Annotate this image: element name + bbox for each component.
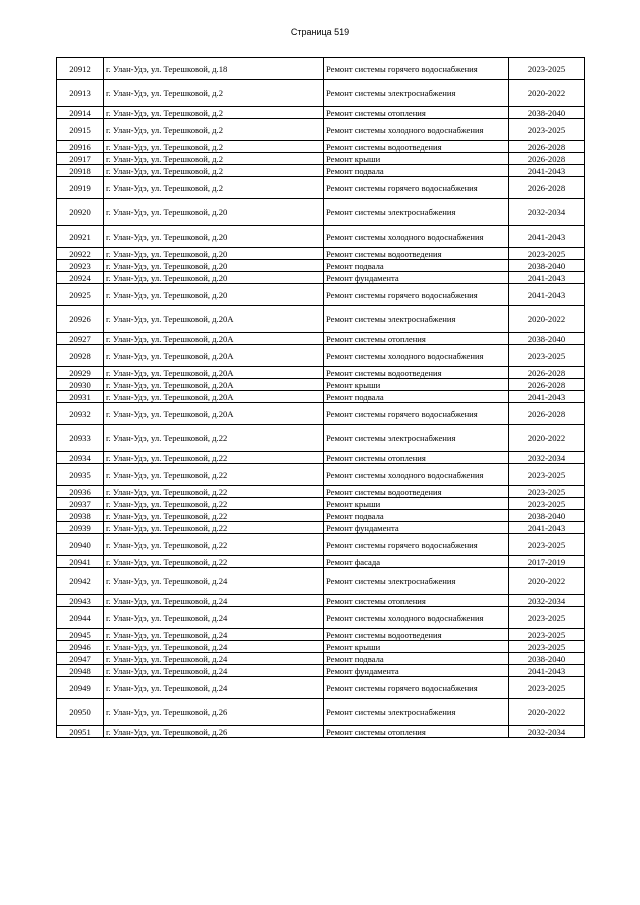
table-row [57,141,585,153]
work-type-cell: Ремонт фундамента [324,665,509,677]
table-row [57,607,585,629]
table-row [57,595,585,607]
period-cell: 2041-2043 [509,165,585,177]
table-row [57,568,585,595]
row-number-cell: 20944 [57,607,104,629]
table-row [57,260,585,272]
address-cell: г. Улан-Удэ, ул. Терешковой, д.22 [104,452,324,464]
address-cell: г. Улан-Удэ, ул. Терешковой, д.20 [104,199,324,226]
table-row [57,522,585,534]
row-number-cell: 20936 [57,486,104,498]
row-number-cell: 20943 [57,595,104,607]
row-number-cell: 20923 [57,260,104,272]
work-type-cell: Ремонт системы водоотведения [324,248,509,260]
address-cell: г. Улан-Удэ, ул. Терешковой, д.20А [104,379,324,391]
table-row [57,107,585,119]
address-cell: г. Улан-Удэ, ул. Терешковой, д.2 [104,107,324,119]
period-cell: 2026-2028 [509,177,585,199]
table-row [57,165,585,177]
work-type-cell: Ремонт системы горячего водоснабжения [324,177,509,199]
work-type-cell: Ремонт подвала [324,653,509,665]
work-type-cell: Ремонт подвала [324,391,509,403]
table-row [57,403,585,425]
period-cell: 2017-2019 [509,556,585,568]
work-type-cell: Ремонт системы отопления [324,333,509,345]
row-number-cell: 20929 [57,367,104,379]
row-number-cell: 20926 [57,306,104,333]
period-cell: 2032-2034 [509,452,585,464]
row-number-cell: 20931 [57,391,104,403]
address-cell: г. Улан-Удэ, ул. Терешковой, д.22 [104,522,324,534]
row-number-cell: 20915 [57,119,104,141]
address-cell: г. Улан-Удэ, ул. Терешковой, д.22 [104,486,324,498]
table-row [57,58,585,80]
address-cell: г. Улан-Удэ, ул. Терешковой, д.20А [104,403,324,425]
work-type-cell: Ремонт системы холодного водоснабжения [324,464,509,486]
work-type-cell: Ремонт системы горячего водоснабжения [324,403,509,425]
row-number-cell: 20935 [57,464,104,486]
row-number-cell: 20924 [57,272,104,284]
row-number-cell: 20922 [57,248,104,260]
period-cell: 2026-2028 [509,153,585,165]
row-number-cell: 20913 [57,80,104,107]
work-type-cell: Ремонт системы электроснабжения [324,80,509,107]
work-type-cell: Ремонт системы горячего водоснабжения [324,58,509,80]
row-number-cell: 20940 [57,534,104,556]
table-row [57,677,585,699]
work-type-cell: Ремонт подвала [324,260,509,272]
address-cell: г. Улан-Удэ, ул. Терешковой, д.24 [104,595,324,607]
row-number-cell: 20939 [57,522,104,534]
period-cell: 2023-2025 [509,498,585,510]
period-cell: 2020-2022 [509,80,585,107]
work-type-cell: Ремонт системы электроснабжения [324,425,509,452]
period-cell: 2038-2040 [509,107,585,119]
address-cell: г. Улан-Удэ, ул. Терешковой, д.20 [104,248,324,260]
table-row [57,464,585,486]
work-type-cell: Ремонт системы электроснабжения [324,568,509,595]
address-cell: г. Улан-Удэ, ул. Терешковой, д.2 [104,119,324,141]
table-row [57,272,585,284]
work-type-cell: Ремонт системы отопления [324,452,509,464]
row-number-cell: 20947 [57,653,104,665]
row-number-cell: 20949 [57,677,104,699]
address-cell: г. Улан-Удэ, ул. Терешковой, д.2 [104,141,324,153]
period-cell: 2041-2043 [509,391,585,403]
address-cell: г. Улан-Удэ, ул. Терешковой, д.24 [104,568,324,595]
table-row [57,367,585,379]
period-cell: 2023-2025 [509,464,585,486]
address-cell: г. Улан-Удэ, ул. Терешковой, д.24 [104,607,324,629]
table-row [57,226,585,248]
period-cell: 2023-2025 [509,486,585,498]
work-type-cell: Ремонт системы водоотведения [324,629,509,641]
table-row [57,726,585,738]
work-type-cell: Ремонт подвала [324,165,509,177]
work-type-cell: Ремонт системы горячего водоснабжения [324,677,509,699]
address-cell: г. Улан-Удэ, ул. Терешковой, д.26 [104,699,324,726]
address-cell: г. Улан-Удэ, ул. Терешковой, д.22 [104,425,324,452]
period-cell: 2023-2025 [509,58,585,80]
period-cell: 2041-2043 [509,284,585,306]
table-row [57,119,585,141]
table-row [57,534,585,556]
work-type-cell: Ремонт системы электроснабжения [324,699,509,726]
address-cell: г. Улан-Удэ, ул. Терешковой, д.26 [104,726,324,738]
table-row [57,699,585,726]
address-cell: г. Улан-Удэ, ул. Терешковой, д.22 [104,464,324,486]
table-row [57,425,585,452]
row-number-cell: 20920 [57,199,104,226]
address-cell: г. Улан-Удэ, ул. Терешковой, д.20 [104,272,324,284]
table-row [57,153,585,165]
address-cell: г. Улан-Удэ, ул. Терешковой, д.20А [104,367,324,379]
work-type-cell: Ремонт системы холодного водоснабжения [324,226,509,248]
period-cell: 2023-2025 [509,641,585,653]
address-cell: г. Улан-Удэ, ул. Терешковой, д.24 [104,653,324,665]
address-cell: г. Улан-Удэ, ул. Терешковой, д.20А [104,333,324,345]
row-number-cell: 20941 [57,556,104,568]
address-cell: г. Улан-Удэ, ул. Терешковой, д.2 [104,177,324,199]
row-number-cell: 20919 [57,177,104,199]
period-cell: 2032-2034 [509,726,585,738]
row-number-cell: 20914 [57,107,104,119]
address-cell: г. Улан-Удэ, ул. Терешковой, д.22 [104,556,324,568]
work-type-cell: Ремонт фасада [324,556,509,568]
row-number-cell: 20925 [57,284,104,306]
address-cell: г. Улан-Удэ, ул. Терешковой, д.20А [104,345,324,367]
table-row [57,452,585,464]
work-type-cell: Ремонт системы отопления [324,595,509,607]
row-number-cell: 20928 [57,345,104,367]
address-cell: г. Улан-Удэ, ул. Терешковой, д.20А [104,306,324,333]
table-row [57,629,585,641]
row-number-cell: 20927 [57,333,104,345]
row-number-cell: 20938 [57,510,104,522]
work-type-cell: Ремонт системы холодного водоснабжения [324,345,509,367]
row-number-cell: 20942 [57,568,104,595]
period-cell: 2020-2022 [509,306,585,333]
period-cell: 2023-2025 [509,677,585,699]
table-row [57,653,585,665]
address-cell: г. Улан-Удэ, ул. Терешковой, д.24 [104,641,324,653]
work-type-cell: Ремонт крыши [324,498,509,510]
period-cell: 2038-2040 [509,260,585,272]
table-row [57,665,585,677]
period-cell: 2023-2025 [509,119,585,141]
period-cell: 2026-2028 [509,141,585,153]
table-row [57,486,585,498]
table-row [57,498,585,510]
address-cell: г. Улан-Удэ, ул. Терешковой, д.18 [104,58,324,80]
table-row [57,80,585,107]
table-row [57,284,585,306]
work-type-cell: Ремонт системы водоотведения [324,486,509,498]
period-cell: 2026-2028 [509,379,585,391]
address-cell: г. Улан-Удэ, ул. Терешковой, д.2 [104,80,324,107]
period-cell: 2023-2025 [509,629,585,641]
period-cell: 2020-2022 [509,699,585,726]
address-cell: г. Улан-Удэ, ул. Терешковой, д.22 [104,498,324,510]
period-cell: 2026-2028 [509,367,585,379]
address-cell: г. Улан-Удэ, ул. Терешковой, д.22 [104,510,324,522]
row-number-cell: 20932 [57,403,104,425]
work-type-cell: Ремонт системы водоотведения [324,141,509,153]
table-row [57,177,585,199]
row-number-cell: 20912 [57,58,104,80]
period-cell: 2026-2028 [509,403,585,425]
work-type-cell: Ремонт крыши [324,153,509,165]
table-row [57,510,585,522]
period-cell: 2020-2022 [509,568,585,595]
period-cell: 2041-2043 [509,226,585,248]
row-number-cell: 20950 [57,699,104,726]
row-number-cell: 20945 [57,629,104,641]
work-type-cell: Ремонт крыши [324,379,509,391]
row-number-cell: 20930 [57,379,104,391]
work-type-cell: Ремонт фундамента [324,522,509,534]
row-number-cell: 20921 [57,226,104,248]
period-cell: 2038-2040 [509,653,585,665]
period-cell: 2038-2040 [509,333,585,345]
work-type-cell: Ремонт подвала [324,510,509,522]
period-cell: 2020-2022 [509,425,585,452]
work-type-cell: Ремонт системы водоотведения [324,367,509,379]
address-cell: г. Улан-Удэ, ул. Терешковой, д.20 [104,260,324,272]
row-number-cell: 20917 [57,153,104,165]
work-type-cell: Ремонт системы электроснабжения [324,199,509,226]
table-row [57,199,585,226]
table-row [57,641,585,653]
work-type-cell: Ремонт системы горячего водоснабжения [324,284,509,306]
table-row [57,306,585,333]
row-number-cell: 20916 [57,141,104,153]
period-cell: 2032-2034 [509,595,585,607]
work-type-cell: Ремонт системы холодного водоснабжения [324,607,509,629]
row-number-cell: 20951 [57,726,104,738]
table-row [57,248,585,260]
address-cell: г. Улан-Удэ, ул. Терешковой, д.24 [104,677,324,699]
table-body [57,58,585,738]
address-cell: г. Улан-Удэ, ул. Терешковой, д.24 [104,665,324,677]
table-row [57,556,585,568]
address-cell: г. Улан-Удэ, ул. Терешковой, д.24 [104,629,324,641]
row-number-cell: 20933 [57,425,104,452]
work-type-cell: Ремонт системы холодного водоснабжения [324,119,509,141]
address-cell: г. Улан-Удэ, ул. Терешковой, д.2 [104,153,324,165]
period-cell: 2041-2043 [509,272,585,284]
address-cell: г. Улан-Удэ, ул. Терешковой, д.2 [104,165,324,177]
work-type-cell: Ремонт системы электроснабжения [324,306,509,333]
period-cell: 2023-2025 [509,534,585,556]
period-cell: 2038-2040 [509,510,585,522]
address-cell: г. Улан-Удэ, ул. Терешковой, д.22 [104,534,324,556]
period-cell: 2023-2025 [509,607,585,629]
period-cell: 2023-2025 [509,248,585,260]
period-cell: 2041-2043 [509,665,585,677]
page-number-header: Страница 519 [290,27,350,37]
address-cell: г. Улан-Удэ, ул. Терешковой, д.20 [104,226,324,248]
table-row [57,345,585,367]
period-cell: 2023-2025 [509,345,585,367]
period-cell: 2032-2034 [509,199,585,226]
work-type-cell: Ремонт крыши [324,641,509,653]
work-type-cell: Ремонт системы отопления [324,726,509,738]
work-type-cell: Ремонт фундамента [324,272,509,284]
address-cell: г. Улан-Удэ, ул. Терешковой, д.20 [104,284,324,306]
row-number-cell: 20934 [57,452,104,464]
row-number-cell: 20937 [57,498,104,510]
address-cell: г. Улан-Удэ, ул. Терешковой, д.20А [104,391,324,403]
period-cell: 2041-2043 [509,522,585,534]
table-row [57,379,585,391]
row-number-cell: 20918 [57,165,104,177]
table-row [57,333,585,345]
row-number-cell: 20946 [57,641,104,653]
repair-schedule-table [56,57,585,738]
work-type-cell: Ремонт системы отопления [324,107,509,119]
table-row [57,391,585,403]
row-number-cell: 20948 [57,665,104,677]
work-type-cell: Ремонт системы горячего водоснабжения [324,534,509,556]
